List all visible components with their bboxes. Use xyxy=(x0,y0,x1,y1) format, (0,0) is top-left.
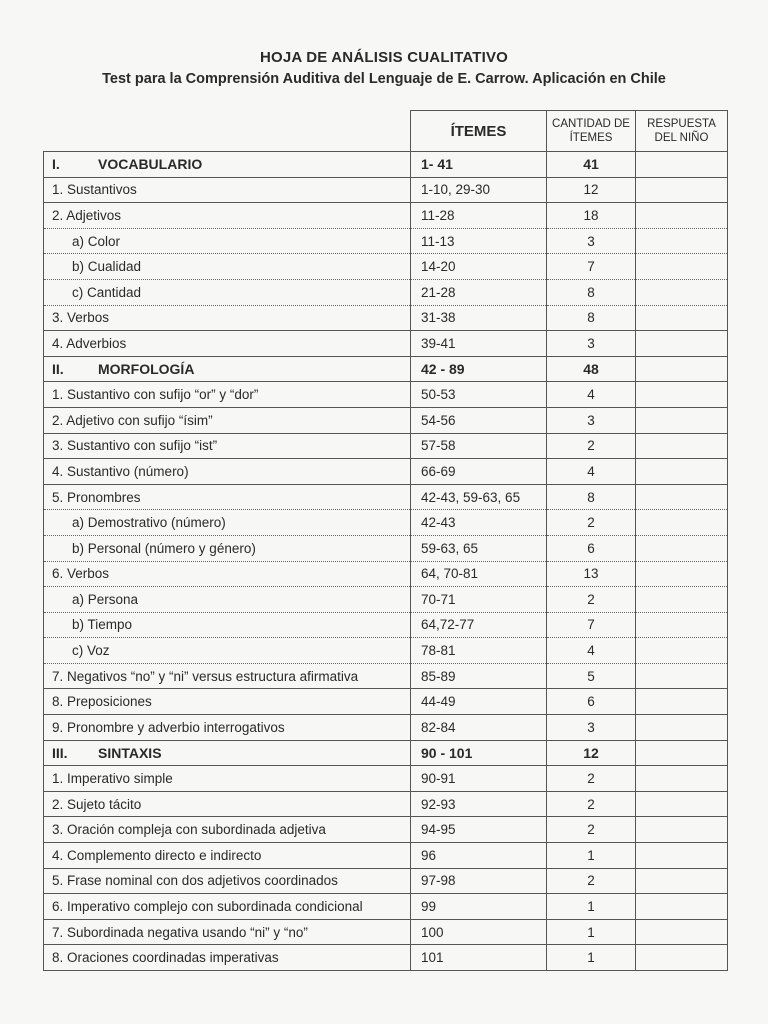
items-cell: 42-43, 59-63, 65 xyxy=(411,484,547,510)
header-answer-line2: DEL NIÑO xyxy=(654,132,709,144)
items-cell: 1-10, 29-30 xyxy=(411,177,547,203)
table-row xyxy=(44,689,728,715)
category-cell: 7. Negativos “no” y “ni” versus estructura afirmativa xyxy=(44,663,411,689)
table-row xyxy=(44,228,728,254)
category-cell: b) Tiempo xyxy=(44,612,411,638)
page-title: HOJA DE ANÁLISIS CUALITATIVO xyxy=(259,49,509,66)
child-answer-cell[interactable] xyxy=(636,945,728,971)
items-cell: 21-28 xyxy=(411,279,547,305)
category-cell: 4. Adverbios xyxy=(44,331,411,357)
section-label-cell xyxy=(44,152,411,178)
count-cell: 3 xyxy=(547,331,636,357)
child-answer-cell[interactable] xyxy=(636,331,728,357)
count-cell: 41 xyxy=(547,152,636,178)
category-cell: 8. Oraciones coordinadas imperativas xyxy=(44,945,411,971)
table-row xyxy=(44,279,728,305)
count-cell: 7 xyxy=(547,612,636,638)
table-row xyxy=(44,484,728,510)
section-label-cell xyxy=(44,740,411,766)
items-cell: 50-53 xyxy=(411,382,547,408)
items-cell: 42 - 89 xyxy=(411,356,547,382)
count-cell: 4 xyxy=(547,459,636,485)
table-row xyxy=(44,587,728,613)
count-cell: 2 xyxy=(547,433,636,459)
category-cell: 9. Pronombre y adverbio interrogativos xyxy=(44,715,411,741)
items-cell: 39-41 xyxy=(411,331,547,357)
count-cell: 18 xyxy=(547,203,636,229)
category-cell: 4. Complemento directo e indirecto xyxy=(44,843,411,869)
items-cell: 85-89 xyxy=(411,663,547,689)
child-answer-cell[interactable] xyxy=(636,638,728,664)
analysis-table xyxy=(43,110,728,971)
category-cell: 3. Oración compleja con subordinada adjetiva xyxy=(44,817,411,843)
section-row xyxy=(44,152,728,178)
header-count-line2: ÍTEMES xyxy=(569,132,613,144)
child-answer-cell[interactable] xyxy=(636,382,728,408)
items-cell: 31-38 xyxy=(411,305,547,331)
count-cell: 3 xyxy=(547,228,636,254)
category-cell: 1. Imperativo simple xyxy=(44,766,411,792)
category-cell: 1. Sustantivos xyxy=(44,177,411,203)
table-row xyxy=(44,254,728,280)
child-answer-cell[interactable] xyxy=(636,740,728,766)
table-row xyxy=(44,919,728,945)
items-cell: 70-71 xyxy=(411,587,547,613)
items-cell: 11-13 xyxy=(411,228,547,254)
header-count xyxy=(547,111,636,152)
category-cell: a) Color xyxy=(44,228,411,254)
count-cell: 12 xyxy=(547,740,636,766)
table-row xyxy=(44,305,728,331)
table-header-row xyxy=(44,111,728,152)
child-answer-cell[interactable] xyxy=(636,356,728,382)
items-cell: 54-56 xyxy=(411,407,547,433)
section-label-cell xyxy=(44,356,411,382)
table-row xyxy=(44,382,728,408)
child-answer-cell[interactable] xyxy=(636,843,728,869)
items-cell: 94-95 xyxy=(411,817,547,843)
items-cell: 42-43 xyxy=(411,510,547,536)
count-cell: 5 xyxy=(547,663,636,689)
category-cell: c) Cantidad xyxy=(44,279,411,305)
count-cell: 2 xyxy=(547,817,636,843)
header-blank-cell xyxy=(44,111,411,152)
table-row xyxy=(44,715,728,741)
items-cell: 82-84 xyxy=(411,715,547,741)
count-cell: 4 xyxy=(547,382,636,408)
items-cell: 100 xyxy=(411,919,547,945)
category-cell: 2. Sujeto tácito xyxy=(44,791,411,817)
child-answer-cell[interactable] xyxy=(636,689,728,715)
child-answer-cell[interactable] xyxy=(636,177,728,203)
header-items: ÍTEMES xyxy=(411,111,547,152)
table-body xyxy=(44,152,728,971)
category-cell: b) Personal (número y género) xyxy=(44,535,411,561)
items-cell: 78-81 xyxy=(411,638,547,664)
category-cell: 4. Sustantivo (número) xyxy=(44,459,411,485)
category-cell: 3. Verbos xyxy=(44,305,411,331)
child-answer-cell[interactable] xyxy=(636,203,728,229)
table-row xyxy=(44,203,728,229)
category-cell: 2. Adjetivos xyxy=(44,203,411,229)
category-cell: a) Persona xyxy=(44,587,411,613)
section-roman-numeral: III. xyxy=(52,744,68,761)
items-cell: 64,72-77 xyxy=(411,612,547,638)
table-row xyxy=(44,817,728,843)
category-cell: 8. Preposiciones xyxy=(44,689,411,715)
count-cell: 4 xyxy=(547,638,636,664)
count-cell: 2 xyxy=(547,587,636,613)
table-row xyxy=(44,766,728,792)
count-cell: 2 xyxy=(547,766,636,792)
header-count-line1: CANTIDAD DE xyxy=(552,118,630,130)
items-cell: 11-28 xyxy=(411,203,547,229)
table-row xyxy=(44,407,728,433)
category-cell: 5. Pronombres xyxy=(44,484,411,510)
section-title: SINTAXIS xyxy=(98,744,162,761)
child-answer-cell[interactable] xyxy=(636,587,728,613)
count-cell: 1 xyxy=(547,945,636,971)
child-answer-cell[interactable] xyxy=(636,817,728,843)
child-answer-cell[interactable] xyxy=(636,254,728,280)
items-cell: 14-20 xyxy=(411,254,547,280)
items-cell: 90-91 xyxy=(411,766,547,792)
child-answer-cell[interactable] xyxy=(636,715,728,741)
child-answer-cell[interactable] xyxy=(636,407,728,433)
count-cell: 6 xyxy=(547,689,636,715)
items-cell: 1- 41 xyxy=(411,152,547,178)
page-subtitle: Test para la Comprensión Auditiva del Lenguaje de E. Carrow. Aplicación en Chile xyxy=(102,71,666,87)
table-row xyxy=(44,945,728,971)
table-row xyxy=(44,561,728,587)
section-title: VOCABULARIO xyxy=(98,156,203,173)
child-answer-cell[interactable] xyxy=(636,510,728,536)
count-cell: 8 xyxy=(547,305,636,331)
header-answer xyxy=(636,111,728,152)
child-answer-cell[interactable] xyxy=(636,484,728,510)
count-cell: 6 xyxy=(547,535,636,561)
table-row xyxy=(44,663,728,689)
count-cell: 3 xyxy=(547,407,636,433)
category-cell: 1. Sustantivo con sufijo “or” y “dor” xyxy=(44,382,411,408)
items-cell: 64, 70-81 xyxy=(411,561,547,587)
table-row xyxy=(44,510,728,536)
table-row xyxy=(44,433,728,459)
items-cell: 101 xyxy=(411,945,547,971)
section-roman-numeral: II. xyxy=(52,361,64,378)
category-cell: c) Voz xyxy=(44,638,411,664)
count-cell: 13 xyxy=(547,561,636,587)
child-answer-cell[interactable] xyxy=(636,561,728,587)
child-answer-cell[interactable] xyxy=(636,766,728,792)
child-answer-cell[interactable] xyxy=(636,894,728,920)
child-answer-cell[interactable] xyxy=(636,791,728,817)
header-answer-line1: RESPUESTA xyxy=(647,118,716,130)
child-answer-cell[interactable] xyxy=(636,663,728,689)
category-cell: 6. Imperativo complejo con subordinada condicional xyxy=(44,894,411,920)
child-answer-cell[interactable] xyxy=(636,433,728,459)
table-row xyxy=(44,791,728,817)
analysis-sheet xyxy=(43,110,727,971)
items-cell: 96 xyxy=(411,843,547,869)
child-answer-cell[interactable] xyxy=(636,305,728,331)
items-cell: 66-69 xyxy=(411,459,547,485)
count-cell: 3 xyxy=(547,715,636,741)
count-cell: 1 xyxy=(547,919,636,945)
section-row xyxy=(44,740,728,766)
table-row xyxy=(44,535,728,561)
table-row xyxy=(44,612,728,638)
category-cell: 6. Verbos xyxy=(44,561,411,587)
table-row xyxy=(44,638,728,664)
count-cell: 2 xyxy=(547,791,636,817)
child-answer-cell[interactable] xyxy=(636,919,728,945)
section-row xyxy=(44,356,728,382)
table-row xyxy=(44,459,728,485)
category-cell: a) Demostrativo (número) xyxy=(44,510,411,536)
child-answer-cell[interactable] xyxy=(636,459,728,485)
count-cell: 7 xyxy=(547,254,636,280)
count-cell: 48 xyxy=(547,356,636,382)
items-cell: 92-93 xyxy=(411,791,547,817)
count-cell: 12 xyxy=(547,177,636,203)
category-cell: 5. Frase nominal con dos adjetivos coordinados xyxy=(44,868,411,894)
table-row xyxy=(44,868,728,894)
count-cell: 2 xyxy=(547,510,636,536)
table-row xyxy=(44,894,728,920)
items-cell: 90 - 101 xyxy=(411,740,547,766)
category-cell: 2. Adjetivo con sufijo “ísim” xyxy=(44,407,411,433)
table-row xyxy=(44,843,728,869)
category-cell: 7. Subordinada negativa usando “ni” y “no” xyxy=(44,919,411,945)
category-cell: 3. Sustantivo con sufijo “ist” xyxy=(44,433,411,459)
items-cell: 99 xyxy=(411,894,547,920)
items-cell: 44-49 xyxy=(411,689,547,715)
child-answer-cell[interactable] xyxy=(636,279,728,305)
section-title: MORFOLOGÍA xyxy=(98,361,195,378)
child-answer-cell[interactable] xyxy=(636,535,728,561)
count-cell: 8 xyxy=(547,484,636,510)
child-answer-cell[interactable] xyxy=(636,612,728,638)
count-cell: 1 xyxy=(547,894,636,920)
items-cell: 59-63, 65 xyxy=(411,535,547,561)
category-cell: b) Cualidad xyxy=(44,254,411,280)
table-row xyxy=(44,177,728,203)
child-answer-cell[interactable] xyxy=(636,152,728,178)
table-row xyxy=(44,331,728,357)
count-cell: 8 xyxy=(547,279,636,305)
child-answer-cell[interactable] xyxy=(636,228,728,254)
child-answer-cell[interactable] xyxy=(636,868,728,894)
items-cell: 97-98 xyxy=(411,868,547,894)
items-cell: 57-58 xyxy=(411,433,547,459)
count-cell: 1 xyxy=(547,843,636,869)
count-cell: 2 xyxy=(547,868,636,894)
section-roman-numeral: I. xyxy=(52,156,60,173)
